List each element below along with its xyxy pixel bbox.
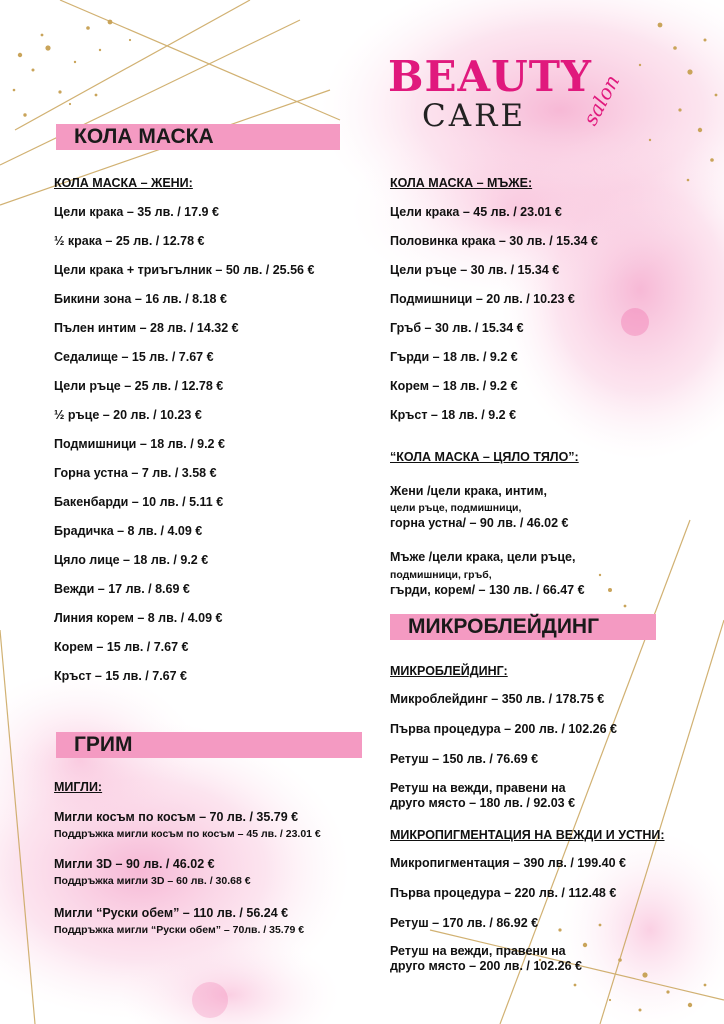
list-item: Кръст – 18 лв. / 9.2 € [390,408,517,422]
list-item: Бакенбарди – 10 лв. / 5.11 € [54,495,224,509]
list-item: Цели ръце – 30 лв. / 15.34 € [390,263,560,277]
list-item-sub: Поддръжка мигли 3D – 60 лв. / 30.68 € [54,875,251,887]
list-item: Вежди – 17 лв. / 8.69 € [54,582,190,596]
section-title-grim: ГРИМ [56,732,362,758]
list-item-sub: Поддръжка мигли косъм по косъм – 45 лв. / 23.01 € [54,828,321,840]
list-item: Корем – 18 лв. / 9.2 € [390,379,518,393]
list-item: Цели ръце – 25 лв. / 12.78 € [54,379,224,393]
list-item: Ретуш на вежди, правени на [390,781,566,795]
list-item: Ретуш – 150 лв. / 76.69 € [390,752,539,766]
full-body-women-line: горна устна/ – 90 лв. / 46.02 € [390,516,569,530]
list-item: Линия корем – 8 лв. / 4.09 € [54,611,223,625]
list-item: Гърди – 18 лв. / 9.2 € [390,350,518,364]
full-body-men-line: Мъже /цели крака, цели ръце, [390,550,576,564]
list-item: Седалище – 15 лв. / 7.67 € [54,350,214,364]
full-body-men-line: гърди, корем/ – 130 лв. / 66.47 € [390,583,585,597]
list-item: ½ крака – 25 лв. / 12.78 € [54,234,205,248]
microblading-subtitle: МИКРОБЛЕЙДИНГ: [390,664,508,678]
waxing-women-subtitle: КОЛА МАСКА – ЖЕНИ: [54,176,193,190]
full-body-men-line: подмишници, гръб, [390,569,492,581]
list-item: Цели крака – 45 лв. / 23.01 € [390,205,562,219]
list-item: Мигли косъм по косъм – 70 лв. / 35.79 € [54,810,299,824]
section-title-microblading: МИКРОБЛЕЙДИНГ [390,614,656,640]
brand-beauty: BEAUTY [388,52,592,101]
list-item: Ретуш на вежди, правени на [390,944,566,958]
list-item: Микропигментация – 390 лв. / 199.40 € [390,856,626,870]
full-body-women-line: Жени /цели крака, интим, [390,484,547,498]
full-body-subtitle: “КОЛА МАСКА – ЦЯЛО ТЯЛО”: [390,450,579,464]
list-item: Цели крака + триъгълник – 50 лв. / 25.56 € [54,263,315,277]
list-item: Първа процедура – 220 лв. / 112.48 € [390,886,617,900]
list-item: Половинка крака – 30 лв. / 15.34 € [390,234,598,248]
list-item: Горна устна – 7 лв. / 3.58 € [54,466,217,480]
list-item: Пълен интим – 28 лв. / 14.32 € [54,321,239,335]
list-item-sub: Поддръжка мигли “Руски обем” – 70лв. / 35.79 € [54,924,305,936]
list-item: Микроблейдинг – 350 лв. / 178.75 € [390,692,605,706]
brand-salon: salon [578,70,625,130]
list-item: Подмишници – 20 лв. / 10.23 € [390,292,575,306]
list-item: Корем – 15 лв. / 7.67 € [54,640,189,654]
brand-care: CARE [422,98,527,134]
lashes-subtitle: МИГЛИ: [54,780,103,794]
list-item: Ретуш – 170 лв. / 86.92 € [390,916,539,930]
list-item: Мигли “Руски обем” – 110 лв. / 56.24 € [54,906,289,920]
section-title-kola-maska: КОЛА МАСКА [56,124,340,150]
list-item: Цели крака – 35 лв. / 17.9 € [54,205,219,219]
list-item: ½ ръце – 20 лв. / 10.23 € [54,408,202,422]
list-item: Първа процедура – 200 лв. / 102.26 € [390,722,617,736]
list-item: Подмишници – 18 лв. / 9.2 € [54,437,225,451]
list-item: Гръб – 30 лв. / 15.34 € [390,321,524,335]
list-item: друго място – 200 лв. / 102.26 € [390,959,582,973]
waxing-men-subtitle: КОЛА МАСКА – МЪЖЕ: [390,176,533,190]
list-item: Цяло лице – 18 лв. / 9.2 € [54,553,209,567]
list-item: Мигли 3D – 90 лв. / 46.02 € [54,857,215,871]
brand-logo [386,48,646,143]
list-item: друго място – 180 лв. / 92.03 € [390,796,576,810]
list-item: Бикини зона – 16 лв. / 8.18 € [54,292,227,306]
micropigmentation-subtitle: МИКРОПИГМЕНТАЦИЯ НА ВЕЖДИ И УСТНИ: [390,828,665,842]
full-body-women-line: цели ръце, подмишници, [390,502,522,514]
list-item: Кръст – 15 лв. / 7.67 € [54,669,187,683]
list-item: Брадичка – 8 лв. / 4.09 € [54,524,203,538]
